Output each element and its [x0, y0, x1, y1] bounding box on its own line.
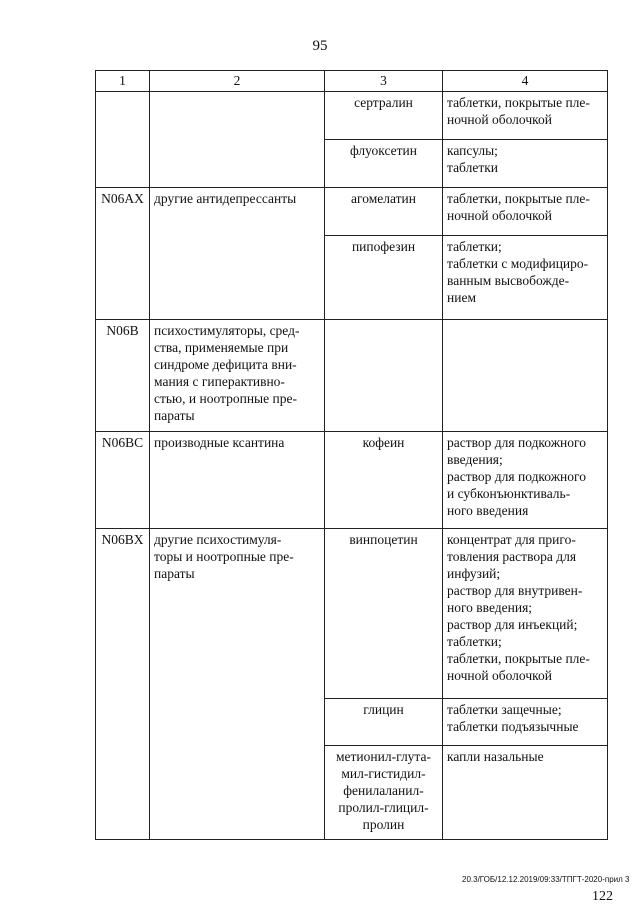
atc-code-cell: N06BC [96, 432, 150, 529]
dosage-form-line: концентрат для приго- [447, 532, 576, 547]
drug-name: сертралин [354, 95, 413, 110]
dosage-form-line: и субконъюнктиваль- [447, 486, 571, 501]
dosage-form-cell [443, 140, 608, 188]
document-footer-code: 20.3/ГОБ/12.12.2019/09:33/ТПГТ-2020-прил 3 [462, 875, 630, 884]
dosage-form-cell [443, 432, 608, 529]
group-cell [150, 320, 325, 432]
table-row [96, 92, 608, 140]
drug-name: глицин [363, 702, 404, 717]
group-cell [150, 92, 325, 188]
group-line: параты [154, 408, 195, 423]
table-header-row [96, 71, 608, 92]
drug-name-line: пролин [362, 817, 405, 832]
drug-name-cell [325, 432, 443, 529]
corner-page-number: 122 [592, 889, 613, 904]
dosage-form-cell [443, 699, 608, 746]
group-line: торы и ноотропные пре- [154, 549, 294, 564]
drug-name-cell [325, 140, 443, 188]
header-cell-3: 3 [325, 71, 443, 92]
dosage-form-line: ного введения [447, 503, 529, 518]
group-line: синдроме дефицита вни- [154, 357, 297, 372]
drug-name: кофеин [362, 435, 405, 450]
dosage-form-line: капсулы; [447, 143, 498, 158]
group-line: мания с гиперактивно- [154, 374, 285, 389]
group-line: психостимуляторы, сред- [154, 323, 300, 338]
header-cell-1: 1 [96, 71, 150, 92]
header-cell-2: 2 [150, 71, 325, 92]
drug-name: флуоксетин [349, 143, 418, 158]
dosage-form-line: раствор для инъекций; [447, 617, 578, 632]
atc-code-cell [96, 92, 150, 188]
dosage-form-line: капли назальные [447, 749, 544, 764]
dosage-form-line: ночной оболочкой [447, 668, 552, 683]
dosage-form-line: инфузий; [447, 566, 501, 581]
drug-name-cell [325, 236, 443, 320]
dosage-form-cell [443, 236, 608, 320]
dosage-form-line: ночной оболочкой [447, 112, 552, 127]
atc-code-cell: N06AX [96, 188, 150, 320]
dosage-form-line: раствор для подкожного [447, 469, 586, 484]
dosage-form-line: таблетки, покрытые пле- [447, 651, 590, 666]
table-row [96, 320, 608, 432]
header-cell-4: 4 [443, 71, 608, 92]
drug-name: агомелатин [351, 191, 416, 206]
dosage-form-cell [443, 529, 608, 699]
dosage-form-cell [443, 746, 608, 840]
dosage-form-line: ванным высвобожде- [447, 273, 570, 288]
page-number: 95 [312, 38, 328, 54]
drug-name-cell [325, 92, 443, 140]
atc-code-cell: N06BX [96, 529, 150, 840]
group-cell [150, 188, 325, 320]
table-row [96, 529, 608, 699]
drug-name-line: фенилаланил- [343, 783, 424, 798]
dosage-form-line: таблетки защечные; [447, 702, 562, 717]
drug-name-cell [325, 529, 443, 699]
group-line: производные ксантина [154, 435, 285, 450]
dosage-form-line: введения; [447, 452, 503, 467]
dosage-form-line: ного введения; [447, 600, 533, 615]
group-cell [150, 432, 325, 529]
dosage-form-cell [443, 320, 608, 432]
dosage-form-line: таблетки, покрытые пле- [447, 191, 590, 206]
table-row [96, 188, 608, 236]
atc-code-cell: N06B [96, 320, 150, 432]
drug-name-cell [325, 746, 443, 840]
dosage-form-line: таблетки подъязычные [447, 719, 579, 734]
dosage-form-line: таблетки; [447, 634, 502, 649]
group-line: стью, и ноотропные пре- [154, 391, 297, 406]
dosage-form-cell [443, 92, 608, 140]
dosage-form-line: таблетки с модифициро- [447, 256, 589, 271]
drug-name-line: метионил-глута- [336, 749, 431, 764]
drug-name: винпоцетин [349, 532, 418, 547]
dosage-form-cell [443, 188, 608, 236]
dosage-form-line: раствор для подкожного [447, 435, 586, 450]
dosage-form-line: раствор для внутривен- [447, 583, 583, 598]
drug-name-line: пролил-глицил- [338, 800, 429, 815]
group-cell [150, 529, 325, 840]
group-line: параты [154, 566, 195, 581]
drug-name: пипофезин [351, 239, 416, 254]
dosage-form-line: таблетки; [447, 239, 502, 254]
group-line: ства, применяемые при [154, 340, 289, 355]
dosage-form-line: ночной оболочкой [447, 208, 552, 223]
drug-name-line: мил-гистидил- [341, 766, 426, 781]
drug-name-cell [325, 188, 443, 236]
group-line: другие психостимуля- [154, 532, 282, 547]
table-row [96, 432, 608, 529]
group-line: другие антидепрессанты [154, 191, 297, 206]
dosage-form-line: товления раствора для [447, 549, 577, 564]
drug-name-cell [325, 699, 443, 746]
drug-name-cell [325, 320, 443, 432]
drug-table [95, 70, 608, 840]
dosage-form-line: таблетки [447, 160, 499, 175]
dosage-form-line: нием [447, 290, 476, 305]
dosage-form-line: таблетки, покрытые пле- [447, 95, 590, 110]
